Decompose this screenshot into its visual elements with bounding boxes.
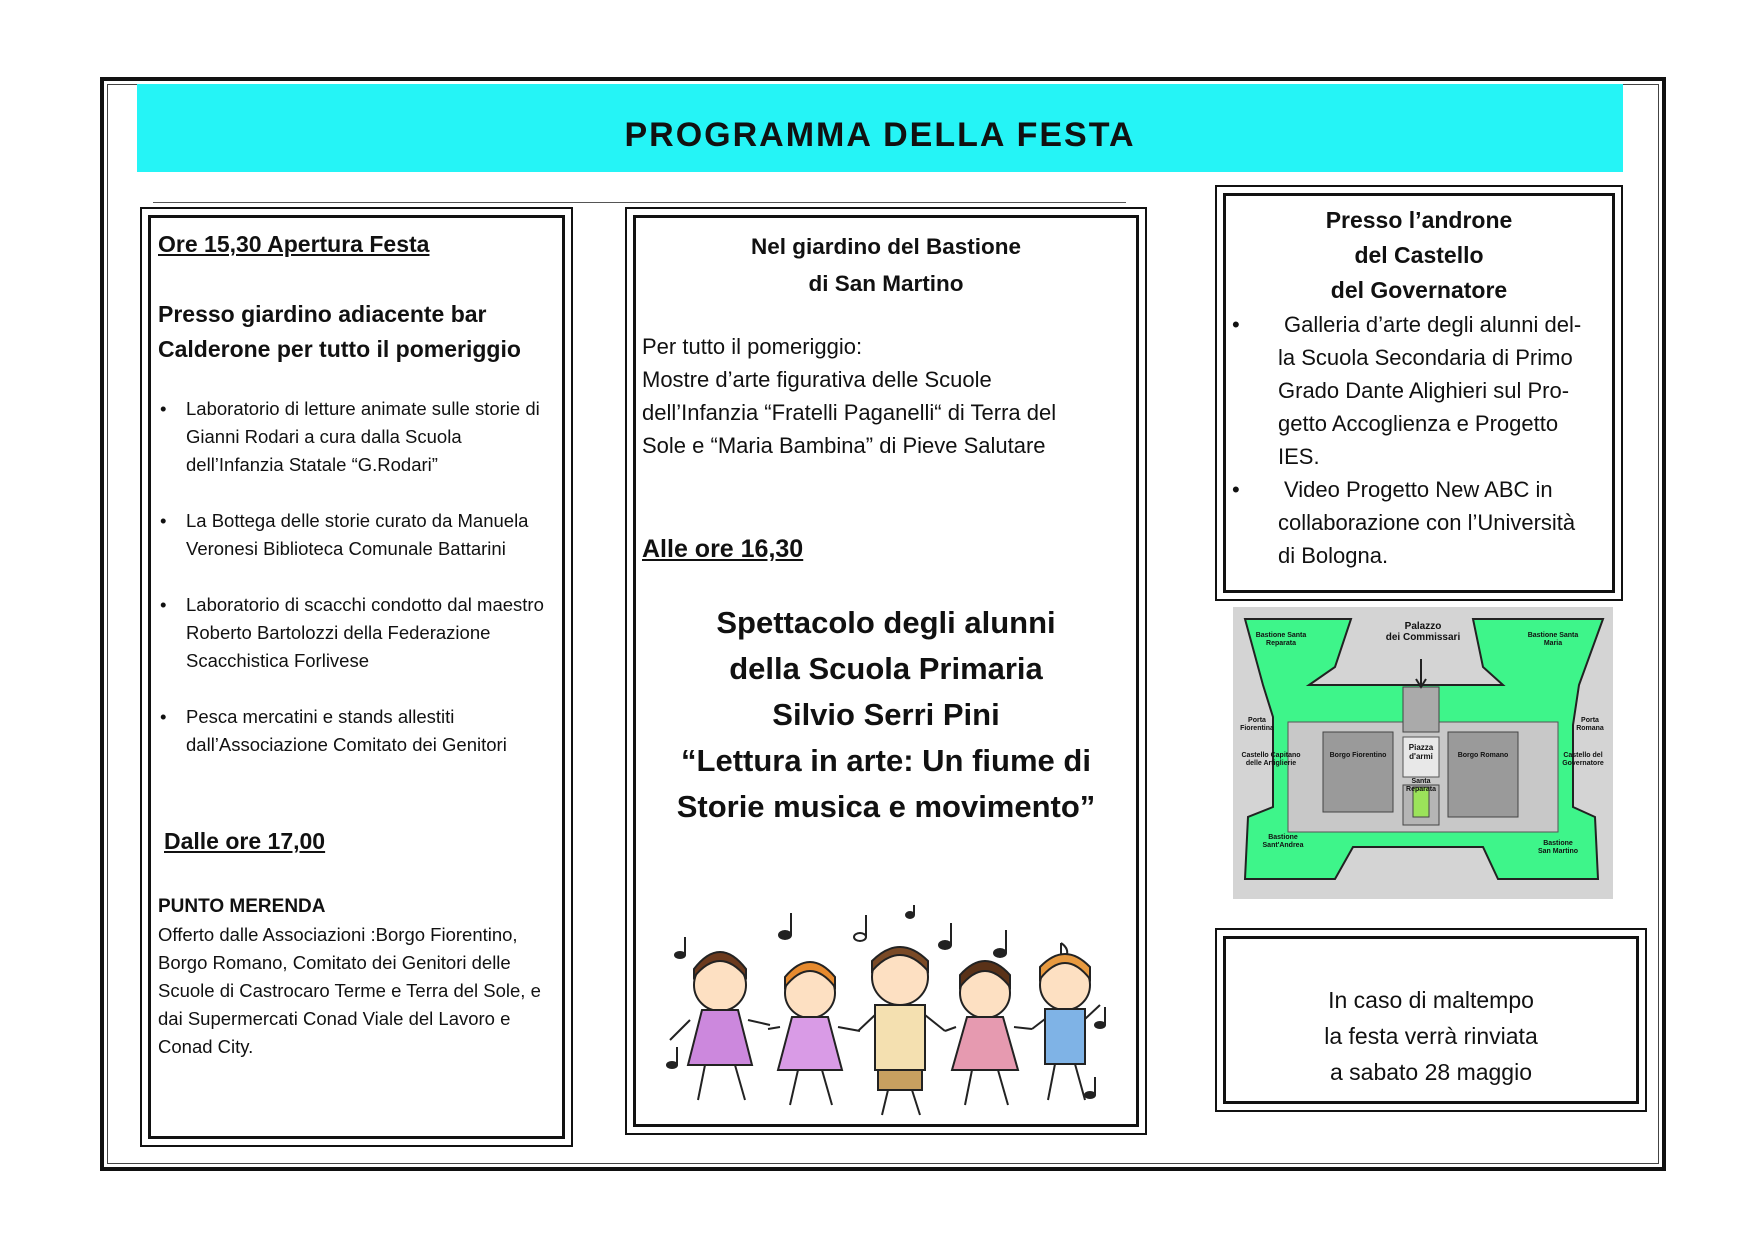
right-title-line: Presso l’androne	[1325, 207, 1513, 233]
merenda-text: Offerto dalle Associazioni :Borgo Fiorentino, Borgo Romano, Comitato dei Genitori delle Scuole di Castrocaro Terme e Terra del Sole, e dai Supermercati Conad Viale del Lavoro e Conad City.	[158, 924, 541, 1057]
map-label: Fiorentina	[1240, 725, 1274, 732]
left-second-heading: Dalle ore 17,00	[164, 828, 326, 854]
map-label: Porta	[1248, 717, 1266, 724]
map-label: Castello del	[1563, 752, 1603, 759]
right-list	[1232, 308, 1632, 572]
middle-paragraph-line: Mostre d’arte figurativa delle Scuole	[642, 367, 992, 392]
map-label: Governatore	[1562, 760, 1604, 767]
title-banner	[137, 84, 1623, 172]
map-label: delle Artiglierie	[1245, 760, 1297, 767]
map-label: Bastione Santa	[1255, 632, 1307, 639]
list-item-line: la Scuola Secondaria di Primo	[1278, 345, 1573, 370]
list-item-line: • Galleria d’arte degli alunni del-	[1284, 312, 1582, 337]
map-label: Bastione Santa	[1527, 632, 1579, 639]
list-item: • La Bottega delle storie curato da Manuela Veronesi Biblioteca Comunale Battarini	[158, 507, 558, 563]
list-item: • Pesca mercatini e stands allestiti dall’Associazione Comitato dei Genitori	[158, 703, 558, 759]
map-label: Reparata	[1266, 640, 1296, 647]
middle-title-line-1: Nel giardino del Bastione	[750, 234, 1022, 259]
children-dancing-illustration	[660, 905, 1110, 1120]
notice-line: In caso di maltempo	[1328, 987, 1534, 1013]
list-item-line: getto Accoglienza e Progetto	[1278, 411, 1559, 436]
show-title-line: “Lettura in arte: Un fiume di	[681, 743, 1091, 778]
notice-line: a sabato 28 maggio	[1329, 1059, 1533, 1085]
middle-paragraph-line: Per tutto il pomeriggio:	[642, 334, 863, 359]
left-location: Presso giardino adiacente bar Calderone per tutto il pomeriggio	[158, 301, 521, 362]
middle-title-line-2: di San Martino	[808, 271, 964, 296]
map-label: Bastione	[1543, 840, 1573, 847]
map-label: Borgo Romano	[1457, 752, 1509, 759]
castle-map	[1233, 607, 1613, 899]
show-title-line: Spettacolo degli alunni	[716, 605, 1056, 640]
list-item-line: Grado Dante Alighieri sul Pro-	[1278, 378, 1570, 403]
map-label-commissari: dei Commissari	[1385, 632, 1461, 643]
show-title	[632, 600, 1140, 830]
middle-paragraph-line: dell’Infanzia “Fratelli Paganelli“ di Terra del	[642, 400, 1057, 425]
left-time-heading: Ore 15,30 Apertura Festa	[158, 231, 430, 257]
middle-title	[632, 228, 1140, 302]
list-item-line: IES.	[1278, 444, 1320, 469]
list-item-line: • Video Progetto New ABC in	[1284, 477, 1553, 502]
list-item: • Laboratorio di letture animate sulle storie di Gianni Rodari a cura dalla Scuola dell’Infanzia Statale “G.Rodari”	[158, 395, 558, 479]
map-label: Maria	[1543, 640, 1563, 647]
left-activity-list	[158, 395, 558, 787]
map-label-palazzo: Palazzo	[1404, 621, 1442, 632]
notice-line: la festa verrà rinviata	[1324, 1023, 1538, 1049]
show-title-line: Storie musica e movimento”	[676, 789, 1096, 824]
middle-paragraph	[642, 330, 1142, 462]
right-title-line: del Castello	[1354, 242, 1484, 268]
map-label: San Martino	[1537, 848, 1579, 855]
show-title-line: Silvio Serri Pini	[772, 697, 1000, 732]
map-label: Borgo Fiorentino	[1329, 752, 1387, 759]
map-label: d'armi	[1409, 752, 1433, 761]
merenda-title: PUNTO MERENDA	[158, 896, 326, 917]
list-item: • Laboratorio di scacchi condotto dal maestro Roberto Bartolozzi della Federazione Scacchistica Forlivese	[158, 591, 558, 675]
show-title-line: della Scuola Primaria	[729, 651, 1043, 686]
list-item-line: di Bologna.	[1278, 543, 1389, 568]
map-label: Piazza	[1408, 743, 1434, 752]
weather-notice	[1222, 982, 1640, 1090]
middle-time-heading: Alle ore 16,30	[642, 535, 804, 563]
list-item	[1232, 473, 1632, 572]
page-title: PROGRAMMA DELLA FESTA	[624, 115, 1136, 154]
map-label: Sant'Andrea	[1262, 842, 1304, 849]
map-label: Porta	[1581, 717, 1599, 724]
right-title	[1222, 203, 1616, 308]
list-item-line: collaborazione con l’Università	[1278, 510, 1576, 535]
map-label: Reparata	[1406, 786, 1436, 793]
map-label: Castello Capitano	[1241, 752, 1301, 759]
map-label: Bastione	[1268, 834, 1298, 841]
middle-paragraph-line: Sole e “Maria Bambina” di Pieve Salutare	[642, 433, 1046, 458]
map-label: Romana	[1576, 725, 1604, 732]
right-title-line: del Governatore	[1330, 277, 1508, 303]
list-item	[1232, 308, 1632, 473]
divider-line	[153, 202, 1126, 203]
map-label: Santa	[1411, 778, 1431, 785]
